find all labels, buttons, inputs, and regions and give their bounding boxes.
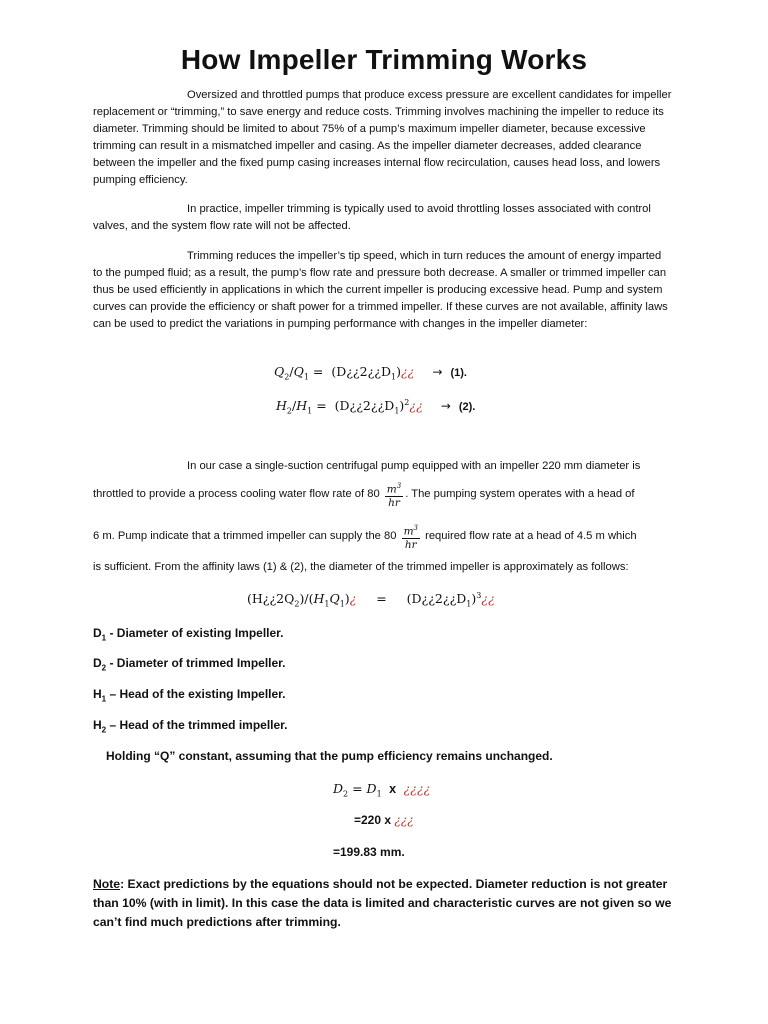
case-line-2a: throttled to provide a process cooling water flow rate of 80	[93, 488, 380, 501]
case-line-3	[93, 522, 637, 551]
unit-num: m	[386, 483, 397, 496]
eq3-garbled-right: ¿¿	[481, 591, 495, 607]
eq1-label: (1).	[450, 367, 467, 379]
case-line-3a: 6 m. Pump indicate that a trimmed impeller can supply the 80	[93, 530, 397, 543]
unit-fraction	[385, 480, 403, 509]
unit-fraction	[402, 522, 420, 551]
unit-den: hr	[404, 538, 417, 551]
definition-d1: $D_1$ - Diameter of existing Impeller.	[93, 626, 284, 643]
paragraph-intro	[93, 87, 673, 188]
equation-2: $H_2/H_1$ = $(D¿¿2¿¿D_1)^2¿¿ \to (2)$.	[276, 398, 476, 416]
calc-step-2-prefix: =220 x	[354, 813, 392, 827]
case-line-2	[93, 480, 635, 509]
calc-step-2	[354, 813, 414, 827]
unit-exp: 3	[413, 524, 418, 532]
unit-exp: 3	[396, 482, 402, 490]
case-line-3b: required flow rate at a head of 4.5 m which	[425, 530, 637, 543]
calc-step-1: $D_2 = D_1$ x ¿¿¿¿	[333, 781, 431, 799]
eq3-garbled-left: ¿	[349, 591, 357, 607]
holding-statement: Holding “Q” constant, assuming that the pump efficiency remains unchanged.	[106, 749, 553, 763]
note-text: : Exact predictions by the equations should not be expected. Diameter reduction is not greater than 10% (with in limit). In this case the data is limited and characteristic curves are not given so we can’t find much predictions after trimming.	[93, 877, 672, 929]
calc-step-2-garbled: ¿¿¿	[394, 813, 414, 827]
paragraph-text: Trimming reduces the impeller’s tip speed, which in turn reduces the amount of energy imparted to the pumped fluid; as a result, the pump’s flow rate and pressure both decrease. A smaller or trimmed impeller can thus be used efficiently in applications in which the current impeller is producing excessive head. Pump and system curves can provide the efficiency or shaft power for a trimmed impeller. If these curves are not available, affinity laws can be used to predict the variations in pumping performance with changes in the impeller diameter:	[93, 250, 668, 330]
eq2-garbled: ¿¿	[409, 398, 423, 414]
note-label: Note	[93, 877, 121, 891]
eq1-rhs: (D¿¿2¿¿D	[331, 364, 391, 379]
eq1-garbled: ¿¿	[400, 364, 415, 379]
calc-x: x	[389, 782, 397, 796]
eq3-rhs: (D¿¿2¿¿D	[406, 591, 467, 607]
unit-den: hr	[388, 496, 400, 509]
case-line-1: In our case a single-suction centrifugal pump equipped with an impeller 220 mm diameter is	[187, 460, 641, 472]
page-title: How Impeller Trimming Works	[180, 44, 588, 75]
paragraph-trimming	[93, 248, 673, 333]
note-block	[93, 875, 673, 931]
paragraph-text: In practice, impeller trimming is typically used to avoid throttling losses associated with control valves, and the system flow rate will not be affected.	[93, 203, 651, 232]
definition-h1: $H_1$ – Head of the existing Impeller.	[93, 687, 286, 704]
paragraph-text: Oversized and throttled pumps that produce excess pressure are excellent candidates for impeller replacement or “trimming,” to save energy and reduce costs. Trimming involves machining the impeller to reduce its diameter. Trimming should be limited to about 75% of a pump’s maximum impeller diameter, because excessive trimming can result in a mismatched impeller and casing. As the impeller diameter decreases, added clearance between the impeller and the fixed pump casing increases internal flow recirculation, causes head loss, and lowers pumping efficiency.	[93, 89, 672, 186]
definition-d2: $D_2$ - Diameter of trimmed Impeller.	[93, 656, 286, 673]
eq2-label: (2).	[458, 401, 476, 414]
equation-1: $Q_2/Q_1$ = $(D¿¿2¿¿D_1)¿¿ \to (1)$.	[274, 364, 467, 382]
eq2-rhs: (D¿¿2¿¿D	[334, 398, 395, 414]
case-line-4: is sufficient. From the affinity laws (1) & (2), the diameter of the trimmed impeller is approximately as follows:	[93, 561, 629, 573]
arrow-icon: →	[440, 399, 451, 414]
equation-3: $(H¿¿2Q_2)/(H_1Q_1)¿$ = $(D¿¿2¿¿D_1)^3¿¿$	[247, 591, 495, 609]
eq3-lhs: (H¿¿2Q	[247, 591, 295, 607]
calc-result: =199.83 mm.	[333, 845, 405, 859]
unit-num: m	[403, 525, 414, 538]
paragraph-practice	[93, 201, 673, 235]
calc-step-1-garbled: ¿¿¿¿	[403, 781, 431, 796]
definition-h2: $H_2$ – Head of the trimmed impeller.	[93, 718, 288, 735]
case-line-2b: . The pumping system operates with a head of	[405, 488, 635, 501]
arrow-icon: →	[432, 365, 443, 379]
